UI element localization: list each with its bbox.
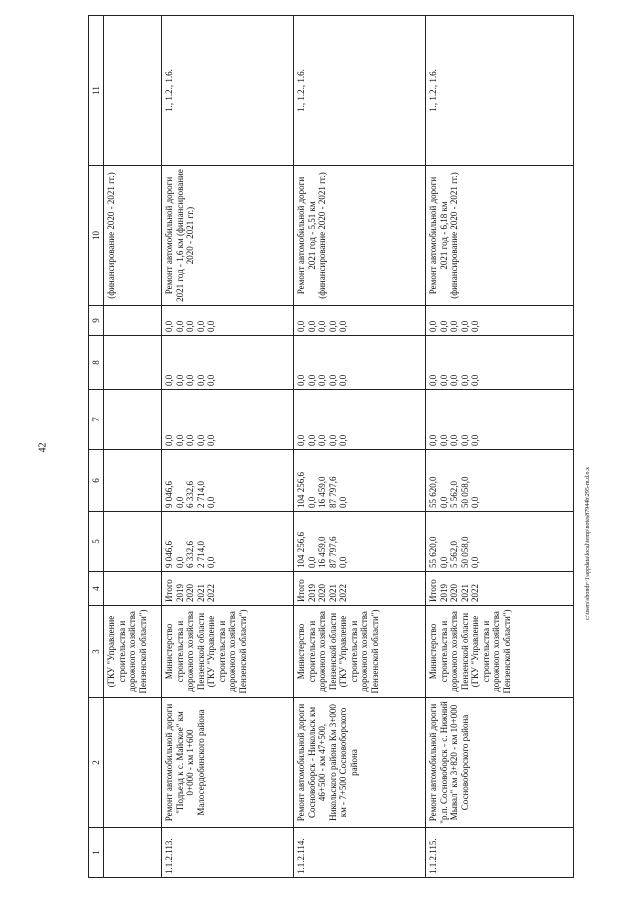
row-indicators: 1., 1.2., 1.6.	[426, 16, 574, 166]
row-code: 1.1.2.115.	[426, 828, 574, 878]
col-header: 9	[89, 306, 104, 336]
col-header: 7	[89, 390, 104, 450]
row-col5: 55 620,0 0,0 5 562,0 50 058,0 0,0	[426, 512, 574, 572]
row-years: Итого 2019 2020 2021 2022	[426, 572, 574, 606]
col-header: 5	[89, 512, 104, 572]
continued-result: (финансирование 2020 - 2021 гг.)	[104, 166, 162, 306]
row-col8: 0,0 0,0 0,0 0,0 0,0	[426, 336, 574, 390]
row-col5: 9 046,6 0,0 6 332,6 2 714,0 0,0	[162, 512, 294, 572]
row-years: Итого 2019 2020 2021 2022	[294, 572, 426, 606]
program-table	[88, 15, 574, 878]
row-indicators: 1., 1.2., 1.6.	[294, 16, 426, 166]
col-header: 1	[89, 828, 104, 878]
col-header: 10	[89, 166, 104, 306]
row-years: Итого 2019 2020 2021 2022	[162, 572, 294, 606]
col-header: 8	[89, 336, 104, 390]
row-col9: 0,0 0,0 0,0 0,0 0,0	[426, 306, 574, 336]
row-name: Ремонт автомобильной дороги Сосновоборск - Никольск км 46+500 - км 47+500, Никольского района Км 3+000 км - 7+500 Сосновоборского района	[294, 698, 426, 828]
row-name: Ремонт автомобильной дороги "Подъезд к с. Майское" км 0+000 - км 1+600 Малосердобинского района	[162, 698, 294, 828]
continued-row	[104, 16, 162, 878]
col-header: 2	[89, 698, 104, 828]
row-col6: 104 256,6 0,0 16 459,0 87 797,6 0,0	[294, 450, 426, 512]
row-result: Ремонт автомобильной дороги 2021 год - 1,6 км (финансирование 2020 - 2021 гг.)	[162, 166, 294, 306]
row-agency: Министерство строительства и дорожного хозяйства Пензенской области (ГКУ "Управление строительства и дорожного хозяйства Пензенской области")	[426, 606, 574, 698]
col-header: 11	[89, 16, 104, 166]
continued-agency: (ГКУ "Управление строительства и дорожного хозяйства Пензенской области")	[104, 606, 162, 698]
table-row	[162, 16, 294, 878]
row-col8: 0,0 0,0 0,0 0,0 0,0	[294, 336, 426, 390]
row-col7: 0,0 0,0 0,0 0,0 0,0	[294, 390, 426, 450]
row-code: 1.1.2.113.	[162, 828, 294, 878]
row-col6: 9 046,6 0,0 6 332,6 2 714,0 0,0	[162, 450, 294, 512]
footer-path: c:\users\sbondr~1\appdata\local\temp\notes87944b\295-m.d.o.x	[585, 466, 591, 620]
row-col9: 0,0 0,0 0,0 0,0 0,0	[162, 306, 294, 336]
column-numbers-row	[89, 16, 104, 878]
col-header: 6	[89, 450, 104, 512]
row-agency: Министерство строительства и дорожного хозяйства Пензенской области (ГКУ "Управление строительства и дорожного хозяйства Пензенской области")	[294, 606, 426, 698]
row-result: Ремонт автомобильной дороги 2021 год - 5,51 км (финансирование 2020 - 2021 гг.)	[294, 166, 426, 306]
row-agency: Министерство строительства и дорожного хозяйства Пензенской области (ГКУ "Управление строительства и дорожного хозяйства Пензенской области")	[162, 606, 294, 698]
row-indicators: 1., 1.2., 1.6.	[162, 16, 294, 166]
row-name: Ремонт автомобильной дороги "р.п. Сосновоборск - с. Нижний Мывал" км 3+820 - км 10+000 Сосновоборского района	[426, 698, 574, 828]
page-number: 42	[37, 442, 49, 453]
row-col6: 55 620,0 0,0 5 562,0 50 058,0 0,0	[426, 450, 574, 512]
row-code: 1.1.2.114.	[294, 828, 426, 878]
row-col5: 104 256,6 0,0 16 459,0 87 797,6 0,0	[294, 512, 426, 572]
row-col7: 0,0 0,0 0,0 0,0 0,0	[426, 390, 574, 450]
table-row	[294, 16, 426, 878]
rotated-table-container	[88, 16, 574, 878]
row-col7: 0,0 0,0 0,0 0,0 0,0	[162, 390, 294, 450]
row-col8: 0,0 0,0 0,0 0,0 0,0	[162, 336, 294, 390]
row-col9: 0,0 0,0 0,0 0,0 0,0	[294, 306, 426, 336]
row-result: Ремонт автомобильной дороги 2021 год - 6,18 км (финансирование 2020 - 2021 гг.)	[426, 166, 574, 306]
table-row	[426, 16, 574, 878]
col-header: 3	[89, 606, 104, 698]
col-header: 4	[89, 572, 104, 606]
